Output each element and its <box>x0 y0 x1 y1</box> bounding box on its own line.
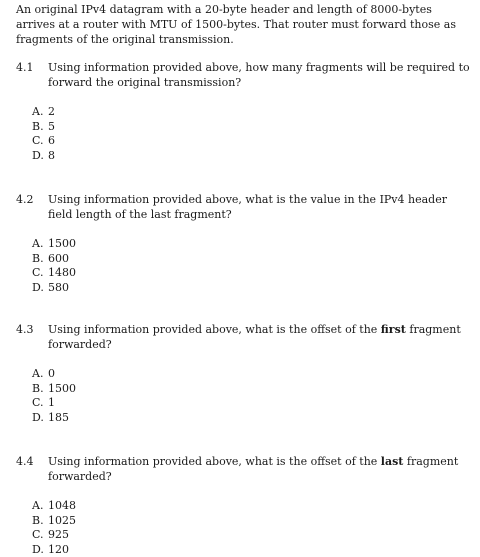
option-value: 2 <box>48 105 55 118</box>
option-d <box>32 149 474 164</box>
question-text <box>48 192 474 222</box>
option-letter: C. <box>32 134 44 148</box>
option-letter: C. <box>32 528 44 542</box>
option-letter: B. <box>32 251 44 265</box>
question-4-4 <box>16 454 474 557</box>
option-value: 0 <box>48 367 55 380</box>
question-header <box>16 192 474 222</box>
question-text-part: Using information provided above, how many fragments will be required to forward the original transmission? <box>48 61 470 89</box>
option-letter: C. <box>32 266 44 280</box>
option-c <box>32 528 474 543</box>
option-letter: A. <box>32 499 44 512</box>
option-value: 600 <box>48 251 69 265</box>
option-b <box>32 252 474 267</box>
question-header <box>16 60 474 90</box>
question-text-part: Using information provided above, what is the offset of the <box>48 455 381 468</box>
question-text-part: Using information provided above, what is the offset of the <box>48 323 381 336</box>
question-number: 4.4 <box>16 455 34 468</box>
option-value: 6 <box>48 134 55 148</box>
option-value: 8 <box>48 148 55 162</box>
option-value: 185 <box>48 410 69 424</box>
option-letter: D. <box>32 280 44 294</box>
answer-options <box>32 499 474 557</box>
option-letter: A. <box>32 105 44 118</box>
question-4-2 <box>16 192 474 295</box>
option-b <box>32 120 474 135</box>
option-value: 1480 <box>48 266 76 280</box>
option-value: 925 <box>48 528 69 542</box>
option-a <box>32 499 474 514</box>
option-letter: B. <box>32 381 44 395</box>
option-letter: B. <box>32 119 44 133</box>
question-text-part: Using information provided above, what is the value in the IPv4 header field length of the last fragment? <box>48 193 447 221</box>
option-letter: D. <box>32 410 44 424</box>
question-4-1 <box>16 60 474 163</box>
option-value: 1500 <box>48 237 76 250</box>
option-c <box>32 266 474 281</box>
option-letter: A. <box>32 237 44 250</box>
question-number: 4.1 <box>16 61 34 74</box>
option-letter: D. <box>32 148 44 162</box>
option-c <box>32 396 474 411</box>
question-number: 4.2 <box>16 193 34 206</box>
question-header <box>16 322 474 352</box>
option-value: 120 <box>48 542 69 556</box>
question-text-part: fragment forwarded? <box>48 323 461 351</box>
question-text-part: fragment forwarded? <box>48 455 459 483</box>
answer-options <box>32 367 474 425</box>
option-b <box>32 514 474 529</box>
option-value: 1048 <box>48 499 76 512</box>
question-4-3 <box>16 322 474 425</box>
option-a <box>32 237 474 252</box>
option-letter: B. <box>32 513 44 527</box>
intro-paragraph: An original IPv4 datagram with a 20-byte header and length of 8000-bytes arrives at a router with MTU of 1500-bytes. That router must forward those as fragments of the original transmission. <box>16 3 456 46</box>
question-emphasis: first <box>380 323 406 336</box>
option-d <box>32 281 474 296</box>
question-header <box>16 454 474 484</box>
option-c <box>32 134 474 149</box>
question-text <box>48 454 474 484</box>
question-emphasis: last <box>380 455 404 468</box>
option-value: 580 <box>48 280 69 294</box>
option-value: 1500 <box>48 381 76 395</box>
option-letter: A. <box>32 367 44 380</box>
option-value: 1025 <box>48 513 76 527</box>
option-value: 5 <box>48 119 55 133</box>
option-b <box>32 382 474 397</box>
answer-options <box>32 237 474 295</box>
option-value: 1 <box>48 396 55 410</box>
question-text <box>48 60 474 90</box>
question-text <box>48 322 474 352</box>
question-number: 4.3 <box>16 323 34 336</box>
option-d <box>32 543 474 557</box>
option-a <box>32 105 474 120</box>
option-a <box>32 367 474 382</box>
answer-options <box>32 105 474 163</box>
option-letter: C. <box>32 396 44 410</box>
option-letter: D. <box>32 542 44 556</box>
option-d <box>32 411 474 426</box>
